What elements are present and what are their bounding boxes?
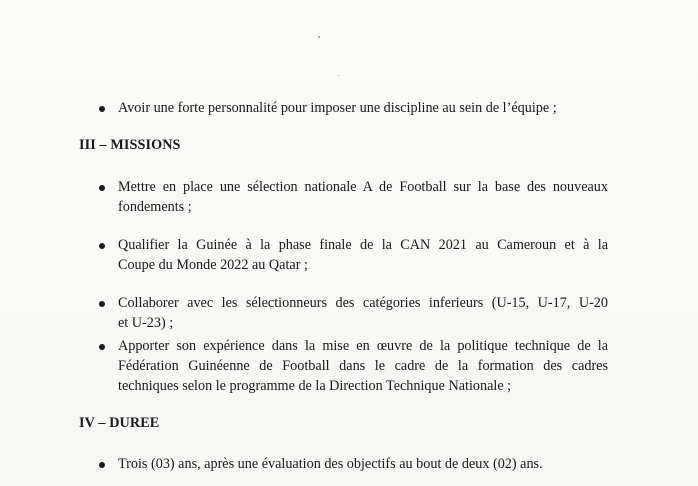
text-line: Avoir une forte personnalité pour imposer une discipline au sein de l’équipe ;: [118, 100, 557, 116]
text-line: Qualifier la Guinée à la phase finale de la CAN 2021 au Cameroun et à la: [118, 237, 608, 253]
text-line: techniques selon le programme de la Direction Technique Nationale ;: [118, 378, 512, 394]
bullet-icon: [99, 301, 105, 307]
bullet-text: [118, 336, 608, 396]
bullet-icon: [99, 106, 105, 112]
bullet-text: [118, 235, 608, 275]
bullet-icon: [99, 243, 105, 249]
bullet-text: [118, 98, 598, 118]
text-line: Coupe du Monde 2022 au Qatar ;: [118, 257, 308, 273]
scan-speck: [338, 75, 339, 76]
bullet-icon: [99, 185, 105, 191]
text-line: Trois (03) ans, après une évaluation des objectifs au bout de deux (02) ans.: [118, 456, 543, 472]
text-line: Apporter son expérience dans la mise en œuvre de la politique technique de la: [118, 338, 608, 354]
text-line: Collaborer avec les sélectionneurs des catégories inferieurs (U-15, U-17, U-20: [118, 295, 608, 311]
section-heading-duree: IV – DUREE: [79, 415, 160, 431]
text-line: fondements ;: [118, 199, 192, 215]
section-heading-missions: III – MISSIONS: [79, 137, 181, 153]
bullet-text: [118, 454, 598, 474]
bullet-icon: [99, 344, 105, 350]
bullet-icon: [99, 462, 105, 468]
bullet-text: [118, 293, 608, 333]
text-line: et U-23) ;: [118, 315, 174, 331]
bullet-text: [118, 177, 608, 217]
text-line: Mettre en place une sélection nationale A de Football sur la base des nouveaux: [118, 179, 608, 195]
text-line: Fédération Guinéenne de Football dans le cadre de la formation des cadres: [118, 358, 608, 374]
scan-speck: [318, 36, 320, 38]
